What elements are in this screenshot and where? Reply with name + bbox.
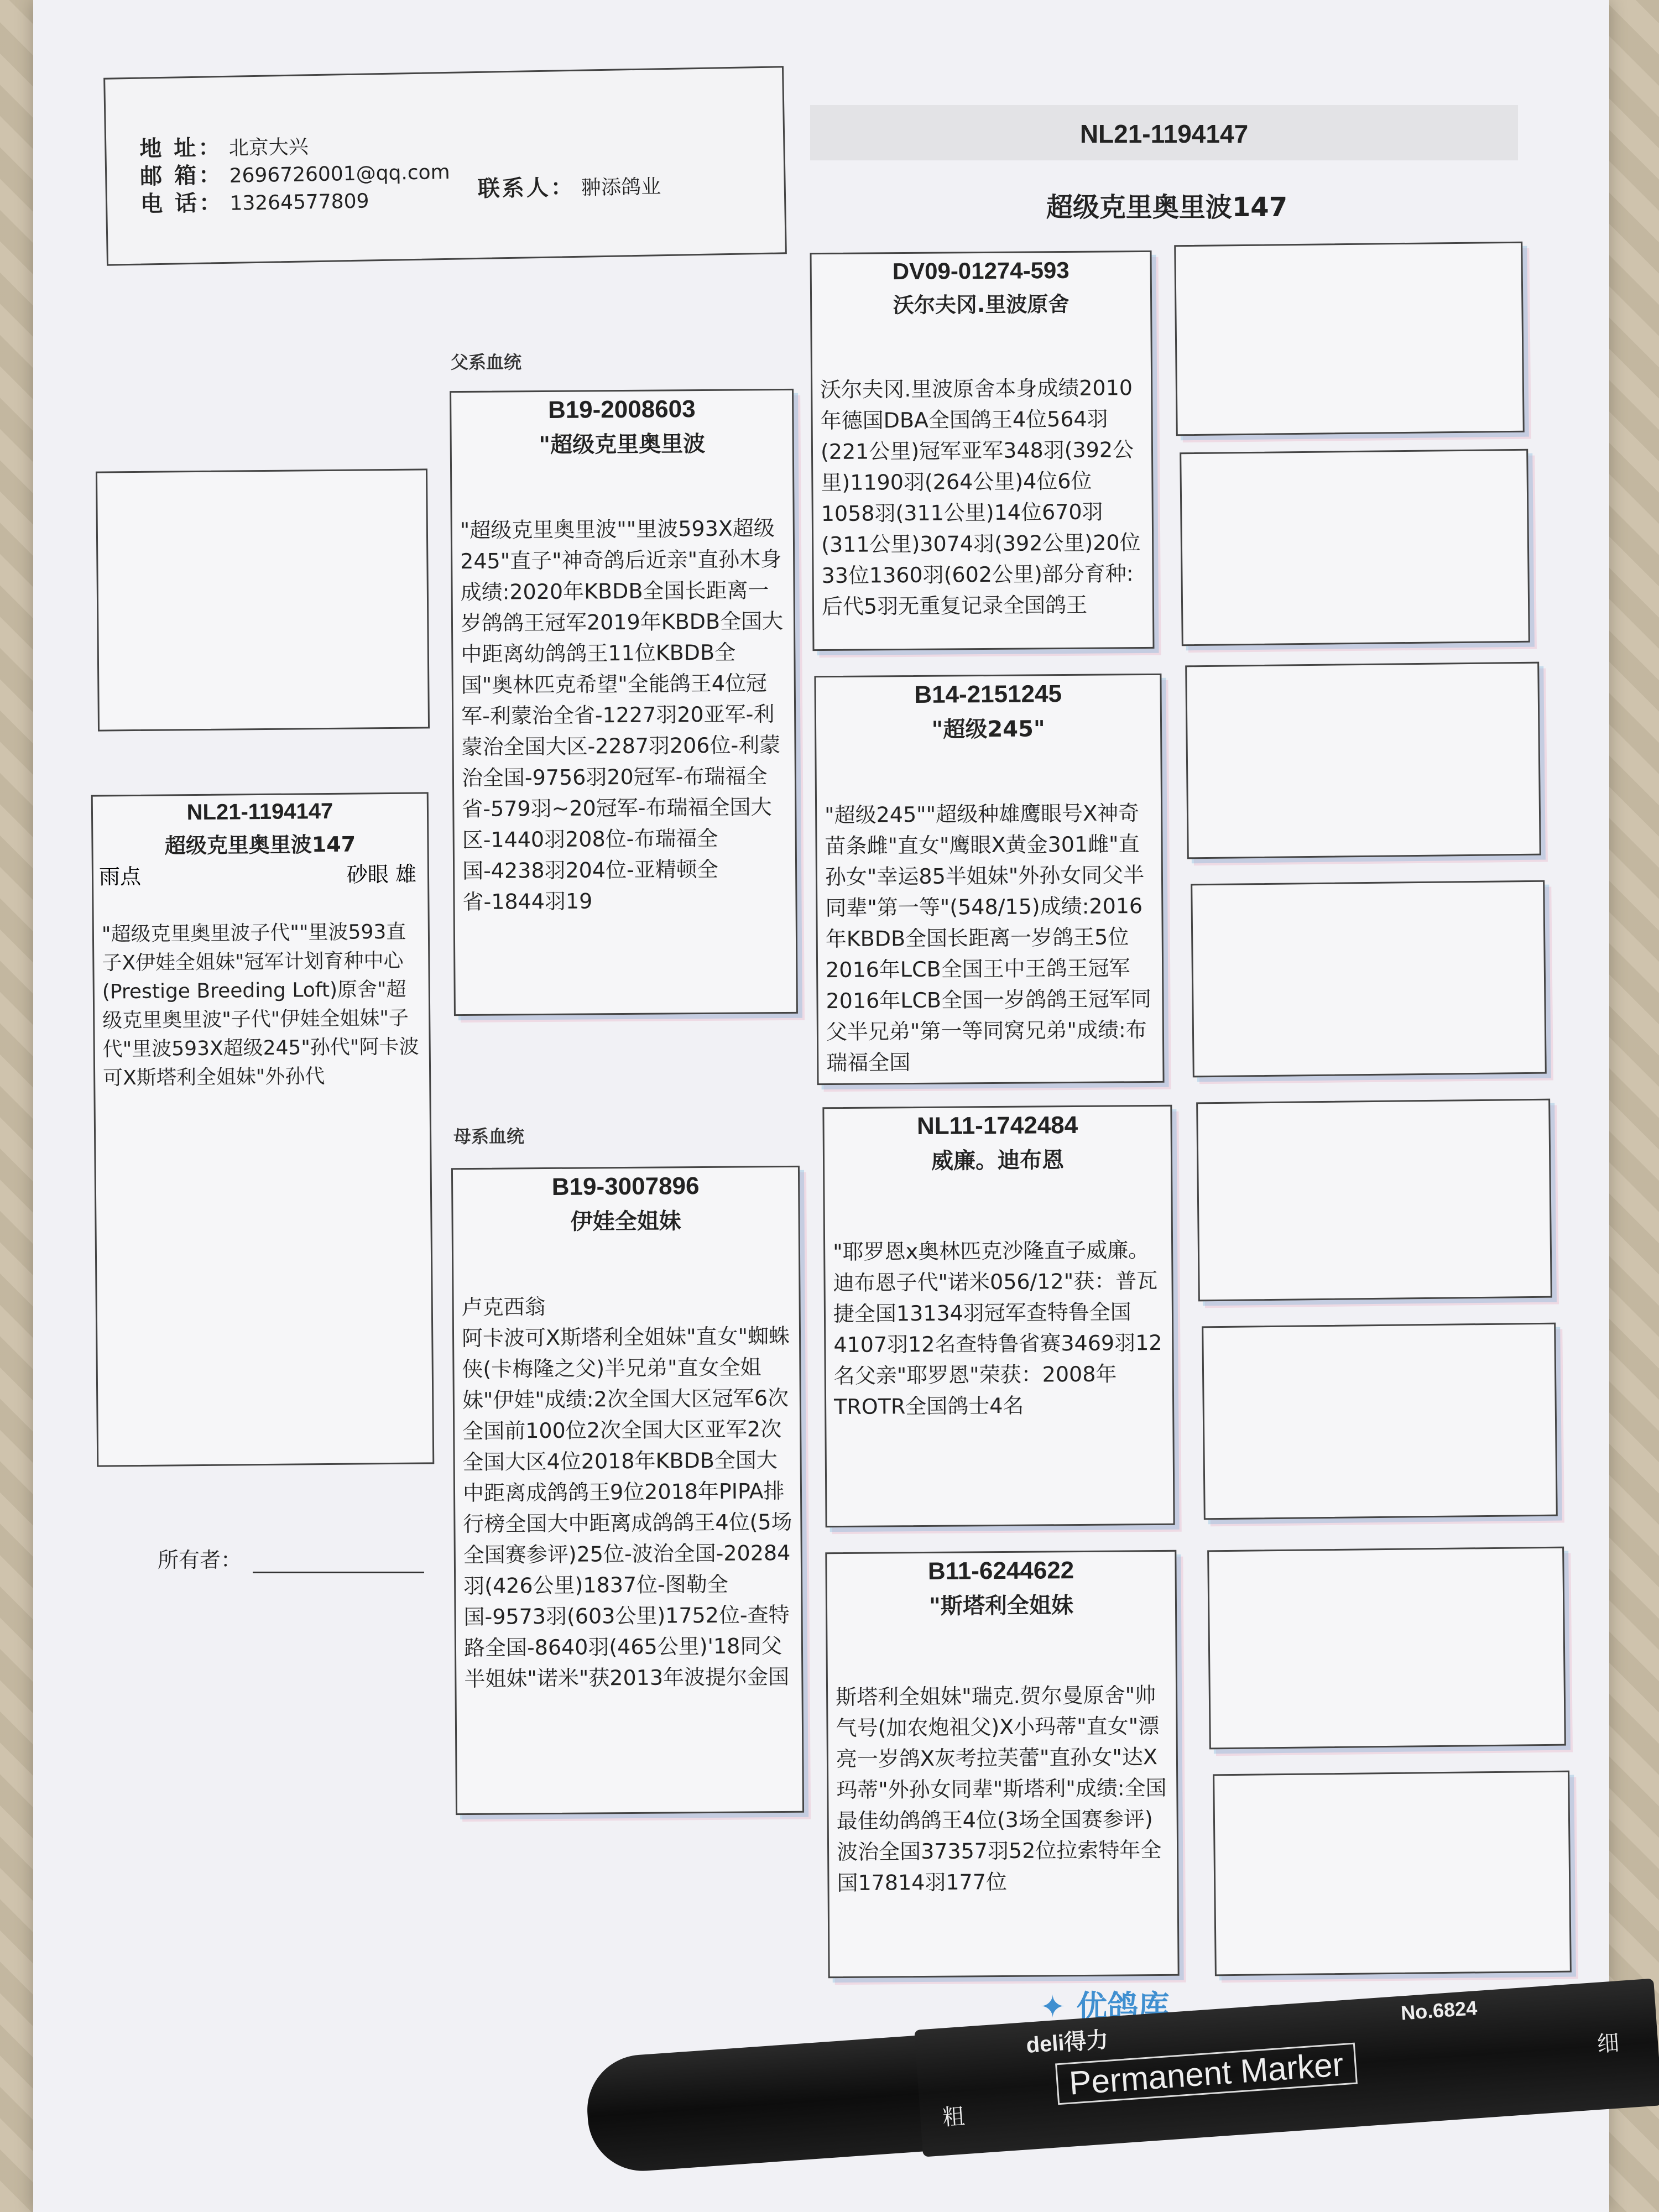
phone-value: 13264577809 [229,190,369,215]
dam-sire-description: "耶罗恩x奥林匹克沙隆直子威廉。迪布恩子代"诺米056/12"获：普瓦捷全国13134羽冠军查特鲁全国4107羽12名查特鲁省赛3469羽12名父亲"耶罗恩"荣获：2008年TROTR全国鸽士4名 [833,1238,1162,1420]
ggp-box-6 [1202,1323,1558,1520]
dam-section-label: 母系血统 [453,1126,525,1147]
sire-sire-description: 沃尔夫冈.里波原舍本身成绩2010年德国DBA全国鸽王4位564羽(221公里)冠军亚军348羽(392公里)1190羽(264公里)4位6位1058羽(311公里)14位670羽(311公里)3074羽(392公里)20位33位1360羽(602公里)部分育种:后代5羽无重复记录全国鸽王 [820,375,1141,619]
ggp-box-5 [1196,1099,1552,1302]
dam-dam-name: "斯塔利全姐妹 [928,1593,1074,1619]
contact-box [103,66,787,265]
owner-blank[interactable] [253,1572,424,1573]
contact-label: 联系人： [477,174,576,202]
footer-logo-text: 优鸽库 [1076,1989,1170,2025]
bird-logo-icon: ✦ [1040,1989,1066,2025]
marker-model: No.6824 [1400,1996,1478,2025]
email-value: 2696726001@qq.com [229,160,451,187]
subject-ring: NL21-1194147 [186,799,333,825]
sire-dam-ring: B14-2151245 [914,680,1062,708]
dam-dam-description: 斯塔利全姐妹"瑞克.贺尔曼原舍"帅气号(加农炮祖父)X小玛蒂"直女"漂亮一岁鸽X灰考拉芙蕾"直孙女"达X玛蒂"外孙女同辈"斯塔利"成绩:全国最佳幼鸽鸽王4位(3场全国赛参评)波治全国37357羽52位拉索特年全国17814羽177位 [835,1683,1167,1896]
pedigree-sheet [33,0,1609,2212]
photo-placeholder [96,468,430,731]
subject-color: 雨点 [98,864,142,889]
ggp-box-1 [1174,242,1525,436]
sire-section-label: 父系血统 [451,352,522,373]
dam-description: 卢克西翁 阿卡波可X斯塔利全姐妹"直女"蜘蛛侠(卡梅隆之父)半兄弟"直女全姐妹"伊娃"成绩:2次全国大区冠军6次全国前100位2次全国大区亚军2次全国大区4位2018年KBDB全国大中距离成鸽鸽王9位2018年PIPA排行榜全国大中距离成鸽鸽王4位(5场全国赛参评)25位-波治全国-20284羽(426公里)1837位-图勒全国-9573羽(603公里)1752位-查特路全国-8640羽(465公里)'18同父半姐妹"诺米"获2013年波提尔金国 [461,1295,792,1692]
dam-name: 伊娃全姐妹 [570,1208,681,1235]
sire-card [450,389,798,1016]
sire-dam-name: "超级245" [931,716,1045,743]
address-label: 地 址： [139,135,223,162]
sire-sire-card [810,251,1154,651]
contact-name: 翀添鸽业 [581,175,661,200]
dam-ring: B19-3007896 [551,1172,700,1201]
ggp-box-8 [1213,1771,1572,1976]
ggp-box-4 [1191,880,1547,1078]
dam-sire-ring: NL11-1742484 [916,1111,1078,1140]
dam-dam-ring: B11-6244622 [927,1557,1074,1585]
subject-card [91,792,435,1467]
subject-header-band [810,105,1518,160]
sire-sire-ring: DV09-01274-593 [892,257,1070,285]
dam-dam-card [825,1550,1179,1978]
dam-card [451,1166,804,1815]
marker-label: Permanent Marker [1055,2043,1358,2105]
ggp-box-3 [1185,662,1541,859]
dam-sire-card [822,1105,1175,1527]
owner-label: 所有者： [158,1548,242,1572]
dam-sire-name: 威廉。迪布恩 [931,1147,1065,1174]
sire-dam-description: "超级245""超级种雄鹰眼号X神奇苗条雌"直女"鹰眼X黄金301雌"直孙女"幸运85半姐妹"外孙女同父半同辈"第一等"(548/15)成绩:2016年KBDB全国长距离一岁鸽王5位2016年LCB全国王中王鸽王冠军2016年LCB全国一岁鸽鸽王冠军同父半兄弟"第一等同窝兄弟"成绩:布瑞福全国 [825,801,1152,1076]
owner-line [158,1543,424,1573]
ggp-box-7 [1207,1547,1566,1750]
marker-cap [583,2034,945,2174]
sire-ring: B19-2008603 [547,395,696,424]
subject-description: "超级克里奥里波子代""里波593直子X伊娃全姐妹"冠军计划育种中心(Prestige Breeding Loft)原舍"超级克里奥里波"子代"伊娃全姐妹"子代"里波593X超级245"孙代"阿卡波可X斯塔利全姐妹"外孙代 [101,920,419,1090]
sire-description: "超级克里奥里波""里波593X超级245"直子"神奇鸽后近亲"直孙木身成绩:2020年KBDB全国长距离一岁鸽鸽王冠军2019年KBDB全国大中距离幼鸽鸽王11位KBDB全国"奥林匹克希望"全能鸽王4位冠军-利蒙治全省-1227羽20亚军-利蒙治全国大区-2287羽206位-利蒙治全国-9756羽20冠军-布瑞福全省-579羽~20冠军-布瑞福全国大区-1440羽208位-布瑞福全国-4238羽204位-亚精顿全省-1844羽19 [460,516,784,915]
sire-sire-name: 沃尔夫冈.里波原舍 [893,291,1070,318]
phone-label: 电 话： [140,190,224,217]
subject-header-name: 超级克里奥里波147 [1046,192,1288,223]
marker-thick-label: 粗 [941,2104,966,2131]
marker-brand: deli得力 [1025,2027,1109,2058]
sire-name: "超级克里奥里波 [539,431,706,458]
ggp-box-2 [1180,449,1530,646]
subject-header-ring: NL21-1194147 [1079,119,1249,148]
subject-eye-sex: 砂眼 雄 [346,862,417,887]
sire-dam-card [814,674,1164,1085]
address-value: 北京大兴 [228,135,309,160]
subject-name: 超级克里奥里波147 [164,832,356,858]
marker-thin-label: 细 [1596,2030,1620,2057]
email-label: 邮 箱： [139,163,223,190]
